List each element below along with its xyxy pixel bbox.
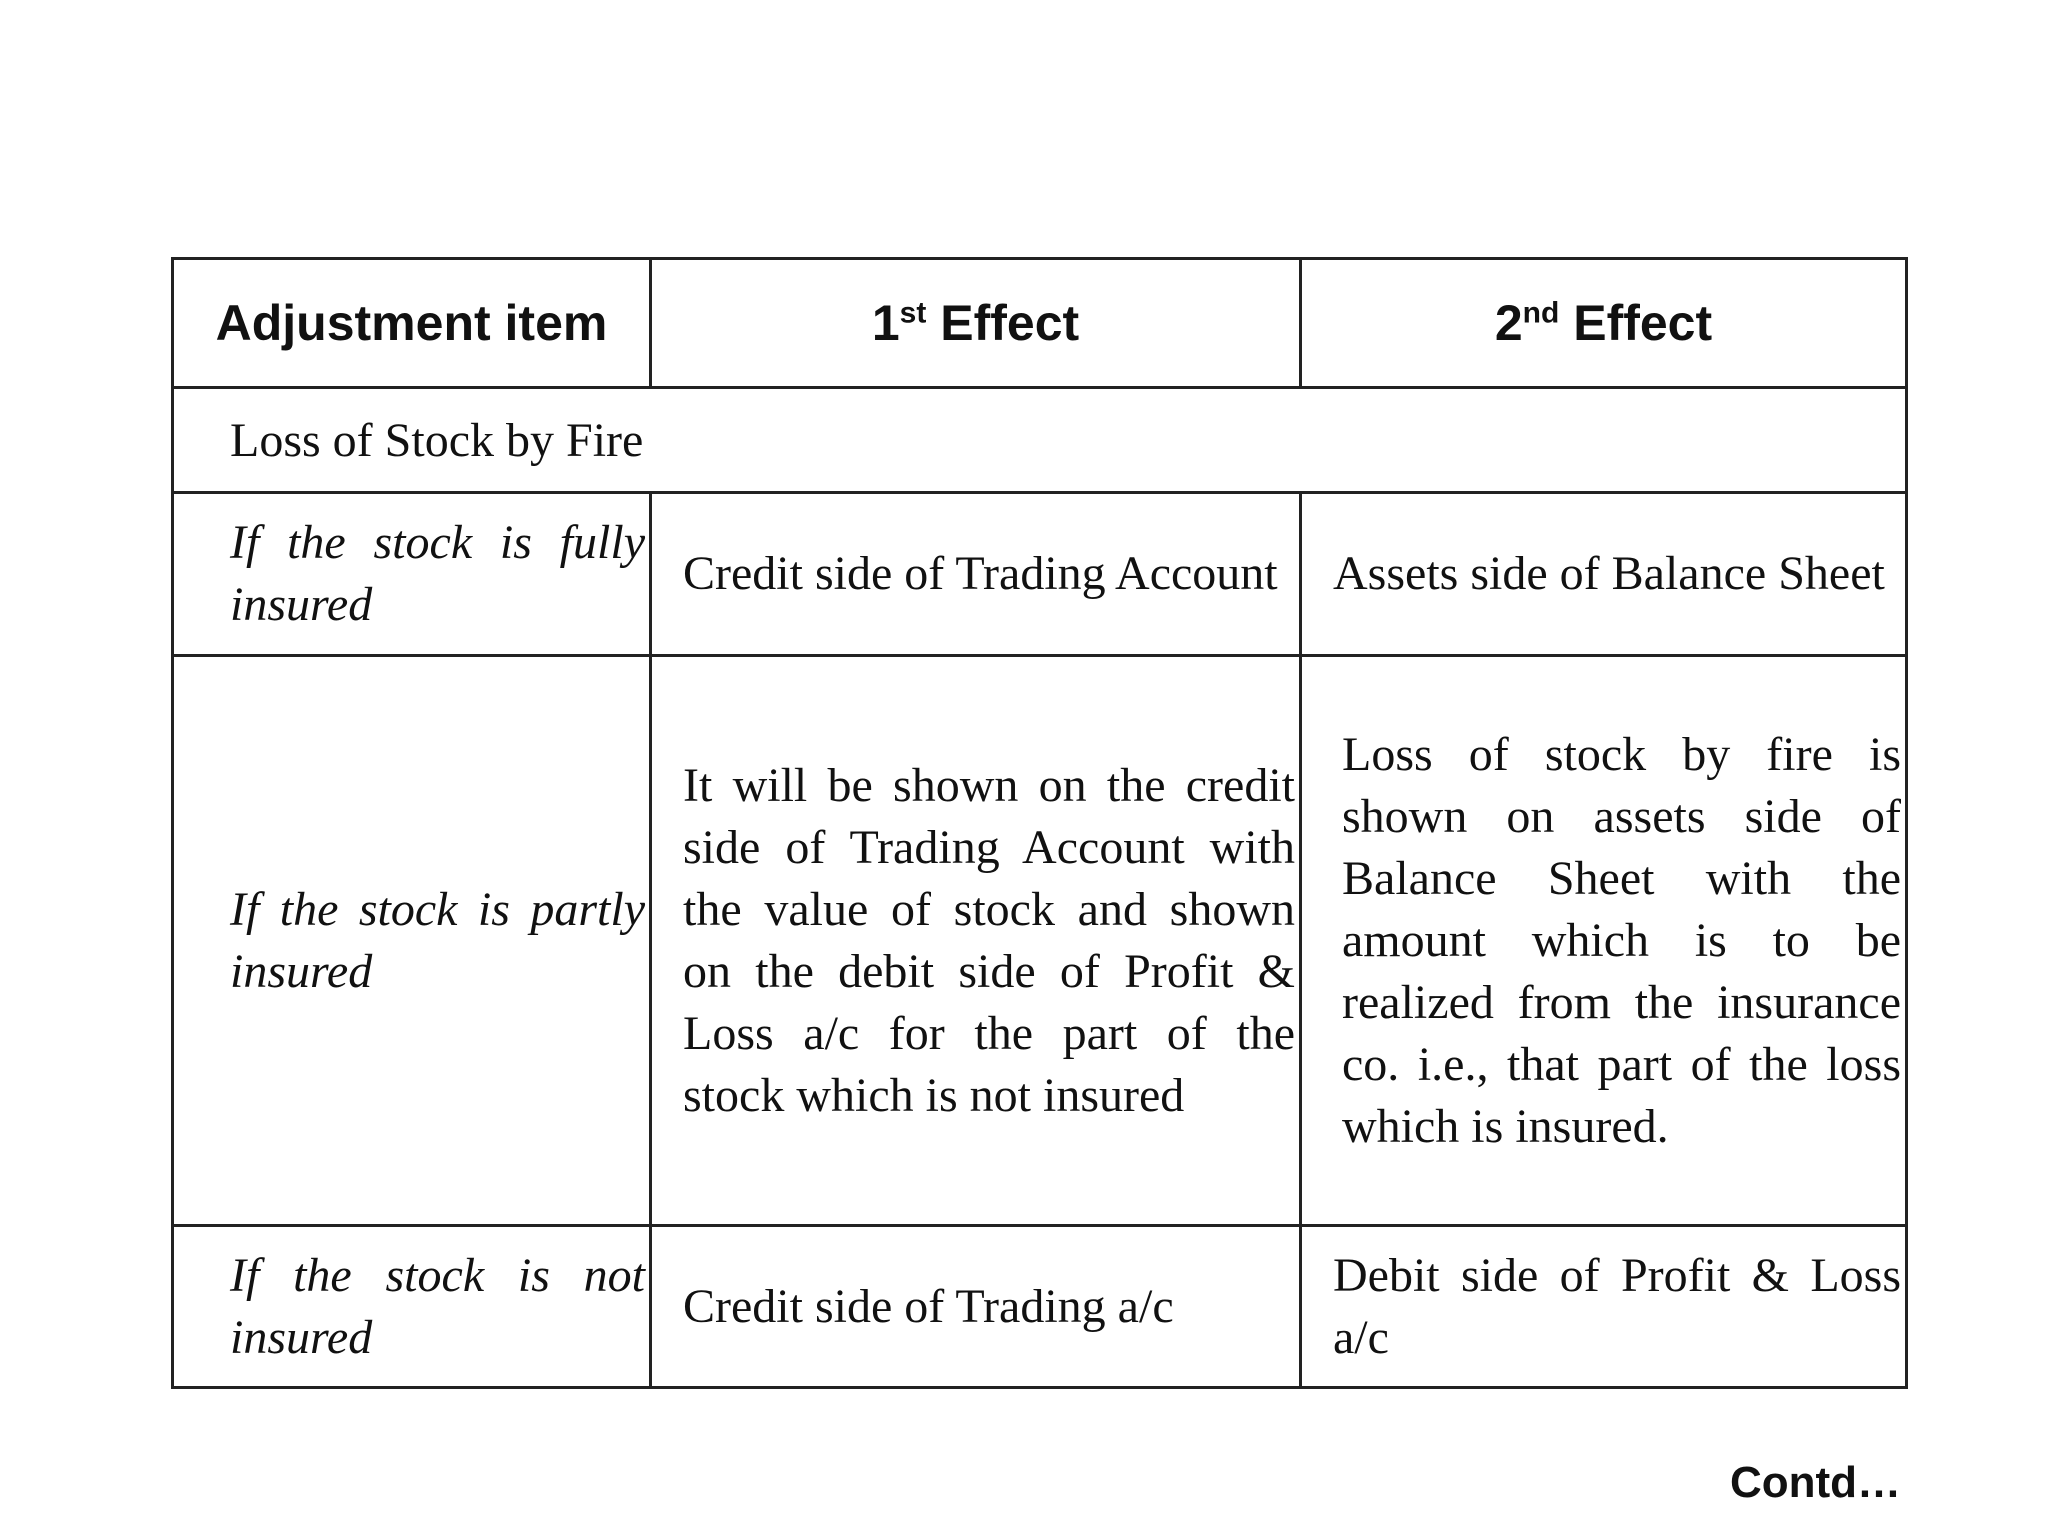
header-adjustment-item-label: Adjustment item	[215, 295, 608, 351]
adjustment-table	[171, 257, 1908, 1389]
second-effect-cell	[1301, 1226, 1907, 1388]
first-effect-text: Credit side of Trading Account	[683, 547, 1278, 600]
second-effect-text: Loss of stock by fire is shown on assets side of Balance Sheet with the amount which is to be realized from the insurance co. i.e., that part of the loss which is insured.	[1342, 727, 1901, 1153]
header-first-effect	[651, 259, 1301, 388]
case-text: If the stock is not insured	[230, 1248, 645, 1364]
case-text: If the stock is fully insured	[230, 516, 645, 631]
header-second-effect-number: 2	[1494, 295, 1523, 351]
header-second-effect-suffix: nd	[1522, 296, 1560, 330]
case-text: If the stock is partly insured	[230, 882, 645, 998]
table-row	[173, 493, 1907, 656]
first-effect-cell	[651, 656, 1301, 1226]
second-effect-cell	[1301, 656, 1907, 1226]
case-cell	[173, 656, 651, 1226]
header-adjustment-item	[173, 259, 651, 388]
second-effect-cell	[1301, 493, 1907, 656]
second-effect-text: Assets side of Balance Sheet	[1333, 547, 1885, 600]
header-second-effect	[1301, 259, 1907, 388]
case-cell	[173, 493, 651, 656]
header-second-effect-label: Effect	[1559, 295, 1713, 351]
table-header-row	[173, 259, 1907, 388]
table-row	[173, 656, 1907, 1226]
section-title: Loss of Stock by Fire	[173, 388, 1907, 493]
header-first-effect-number: 1	[871, 295, 900, 351]
case-cell	[173, 1226, 651, 1388]
second-effect-text: Debit side of Profit & Loss a/c	[1333, 1248, 1901, 1364]
first-effect-text: Credit side of Trading a/c	[683, 1279, 1174, 1333]
table-row	[173, 1226, 1907, 1388]
section-row	[173, 388, 1907, 493]
continued-label: Contd…	[1729, 1458, 1901, 1507]
first-effect-cell	[651, 493, 1301, 656]
header-first-effect-suffix: st	[899, 296, 927, 330]
header-first-effect-label: Effect	[926, 295, 1080, 351]
first-effect-text: It will be shown on the credit side of Trading Account with the value of stock and shown on the debit side of Profit & Loss a/c for the part of the stock which is not insured	[683, 758, 1295, 1122]
first-effect-cell	[651, 1226, 1301, 1388]
